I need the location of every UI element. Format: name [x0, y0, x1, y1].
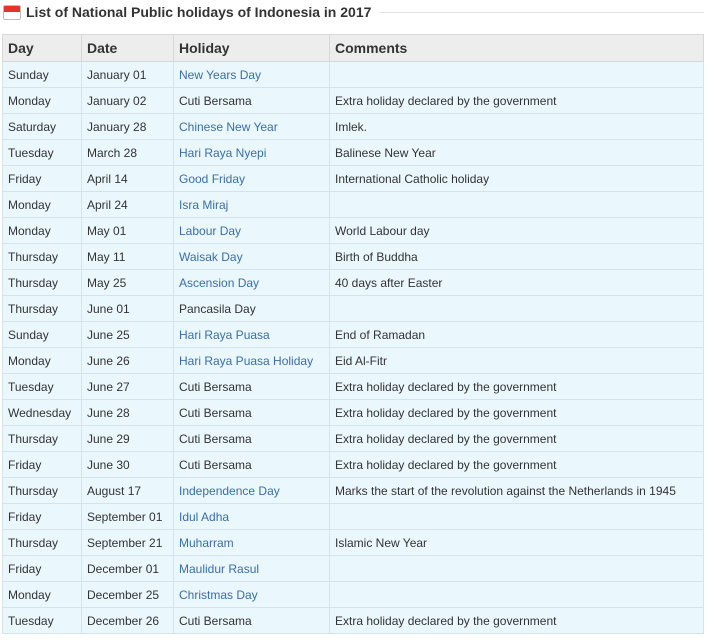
- table-row: [3, 348, 704, 374]
- table-row: [3, 166, 704, 192]
- comment-cell: Birth of Buddha: [330, 244, 704, 270]
- indonesia-flag-icon: [3, 5, 21, 20]
- day-cell: Friday: [3, 504, 82, 530]
- date-cell: May 25: [82, 270, 174, 296]
- holiday-link[interactable]: Idul Adha: [174, 504, 330, 530]
- day-cell: Thursday: [3, 530, 82, 556]
- table-row: [3, 192, 704, 218]
- holiday-link[interactable]: Good Friday: [174, 166, 330, 192]
- table-row: [3, 582, 704, 608]
- holiday-cell: Cuti Bersama: [174, 374, 330, 400]
- date-cell: January 01: [82, 62, 174, 88]
- holiday-cell: Cuti Bersama: [174, 400, 330, 426]
- date-cell: September 01: [82, 504, 174, 530]
- day-cell: Tuesday: [3, 374, 82, 400]
- comment-cell: Marks the start of the revolution against the Netherlands in 1945: [330, 478, 704, 504]
- date-cell: April 24: [82, 192, 174, 218]
- table-row: [3, 452, 704, 478]
- column-header-comments: Comments: [330, 35, 704, 62]
- day-cell: Thursday: [3, 426, 82, 452]
- table-row: [3, 556, 704, 582]
- holiday-cell: Cuti Bersama: [174, 88, 330, 114]
- table-row: [3, 88, 704, 114]
- table-row: [3, 270, 704, 296]
- table-row: [3, 140, 704, 166]
- day-cell: Monday: [3, 582, 82, 608]
- day-cell: Monday: [3, 88, 82, 114]
- comment-cell: Extra holiday declared by the government: [330, 426, 704, 452]
- comment-cell: Extra holiday declared by the government: [330, 374, 704, 400]
- table-row: [3, 114, 704, 140]
- comment-cell: International Catholic holiday: [330, 166, 704, 192]
- day-cell: Saturday: [3, 114, 82, 140]
- comment-cell: Islamic New Year: [330, 530, 704, 556]
- holiday-cell: Cuti Bersama: [174, 426, 330, 452]
- date-cell: June 30: [82, 452, 174, 478]
- date-cell: March 28: [82, 140, 174, 166]
- holiday-link[interactable]: Ascension Day: [174, 270, 330, 296]
- comment-cell: [330, 62, 704, 88]
- day-cell: Thursday: [3, 296, 82, 322]
- column-header-date: Date: [82, 35, 174, 62]
- table-row: [3, 530, 704, 556]
- table-row: [3, 426, 704, 452]
- holiday-cell: Cuti Bersama: [174, 452, 330, 478]
- comment-cell: [330, 192, 704, 218]
- holiday-link[interactable]: Isra Miraj: [174, 192, 330, 218]
- comment-cell: Eid Al-Fitr: [330, 348, 704, 374]
- heading-divider: [379, 12, 704, 13]
- table-row: [3, 296, 704, 322]
- date-cell: June 27: [82, 374, 174, 400]
- holiday-link[interactable]: Christmas Day: [174, 582, 330, 608]
- comment-cell: [330, 582, 704, 608]
- comment-cell: [330, 504, 704, 530]
- table-row: [3, 400, 704, 426]
- day-cell: Friday: [3, 166, 82, 192]
- day-cell: Sunday: [3, 322, 82, 348]
- table-row: [3, 322, 704, 348]
- date-cell: June 28: [82, 400, 174, 426]
- table-row: [3, 608, 704, 634]
- table-row: [3, 244, 704, 270]
- date-cell: January 28: [82, 114, 174, 140]
- day-cell: Tuesday: [3, 140, 82, 166]
- date-cell: June 01: [82, 296, 174, 322]
- date-cell: December 25: [82, 582, 174, 608]
- day-cell: Sunday: [3, 62, 82, 88]
- comment-cell: 40 days after Easter: [330, 270, 704, 296]
- day-cell: Tuesday: [3, 608, 82, 634]
- holiday-cell: Cuti Bersama: [174, 608, 330, 634]
- flag-white-stripe: [4, 12, 20, 19]
- page-title: List of National Public holidays of Indonesia in 2017: [26, 4, 372, 20]
- date-cell: December 01: [82, 556, 174, 582]
- holiday-link[interactable]: Hari Raya Nyepi: [174, 140, 330, 166]
- section-heading: [2, 0, 708, 24]
- date-cell: May 01: [82, 218, 174, 244]
- holiday-link[interactable]: Maulidur Rasul: [174, 556, 330, 582]
- day-cell: Thursday: [3, 270, 82, 296]
- day-cell: Thursday: [3, 478, 82, 504]
- date-cell: August 17: [82, 478, 174, 504]
- comment-cell: Imlek.: [330, 114, 704, 140]
- date-cell: April 14: [82, 166, 174, 192]
- comment-cell: Balinese New Year: [330, 140, 704, 166]
- comment-cell: Extra holiday declared by the government: [330, 88, 704, 114]
- comment-cell: Extra holiday declared by the government: [330, 452, 704, 478]
- holiday-link[interactable]: Muharram: [174, 530, 330, 556]
- table-row: [3, 478, 704, 504]
- date-cell: June 25: [82, 322, 174, 348]
- table-header-row: [3, 35, 704, 62]
- table-row: [3, 374, 704, 400]
- holidays-table: [2, 34, 704, 634]
- day-cell: Monday: [3, 348, 82, 374]
- holiday-link[interactable]: Hari Raya Puasa Holiday: [174, 348, 330, 374]
- holiday-link[interactable]: Waisak Day: [174, 244, 330, 270]
- date-cell: September 21: [82, 530, 174, 556]
- day-cell: Thursday: [3, 244, 82, 270]
- day-cell: Friday: [3, 556, 82, 582]
- table-row: [3, 504, 704, 530]
- holiday-link[interactable]: Independence Day: [174, 478, 330, 504]
- comment-cell: Extra holiday declared by the government: [330, 608, 704, 634]
- column-header-holiday: Holiday: [174, 35, 330, 62]
- date-cell: May 11: [82, 244, 174, 270]
- table-row: [3, 62, 704, 88]
- table-body: [3, 62, 704, 634]
- day-cell: Monday: [3, 218, 82, 244]
- comment-cell: [330, 556, 704, 582]
- date-cell: January 02: [82, 88, 174, 114]
- holiday-link[interactable]: Chinese New Year: [174, 114, 330, 140]
- day-cell: Friday: [3, 452, 82, 478]
- holiday-link[interactable]: Labour Day: [174, 218, 330, 244]
- holiday-link[interactable]: New Years Day: [174, 62, 330, 88]
- date-cell: June 26: [82, 348, 174, 374]
- day-cell: Monday: [3, 192, 82, 218]
- table-row: [3, 218, 704, 244]
- comment-cell: End of Ramadan: [330, 322, 704, 348]
- comment-cell: [330, 296, 704, 322]
- date-cell: June 29: [82, 426, 174, 452]
- holiday-cell: Pancasila Day: [174, 296, 330, 322]
- day-cell: Wednesday: [3, 400, 82, 426]
- comment-cell: Extra holiday declared by the government: [330, 400, 704, 426]
- column-header-day: Day: [3, 35, 82, 62]
- comment-cell: World Labour day: [330, 218, 704, 244]
- date-cell: December 26: [82, 608, 174, 634]
- holiday-link[interactable]: Hari Raya Puasa: [174, 322, 330, 348]
